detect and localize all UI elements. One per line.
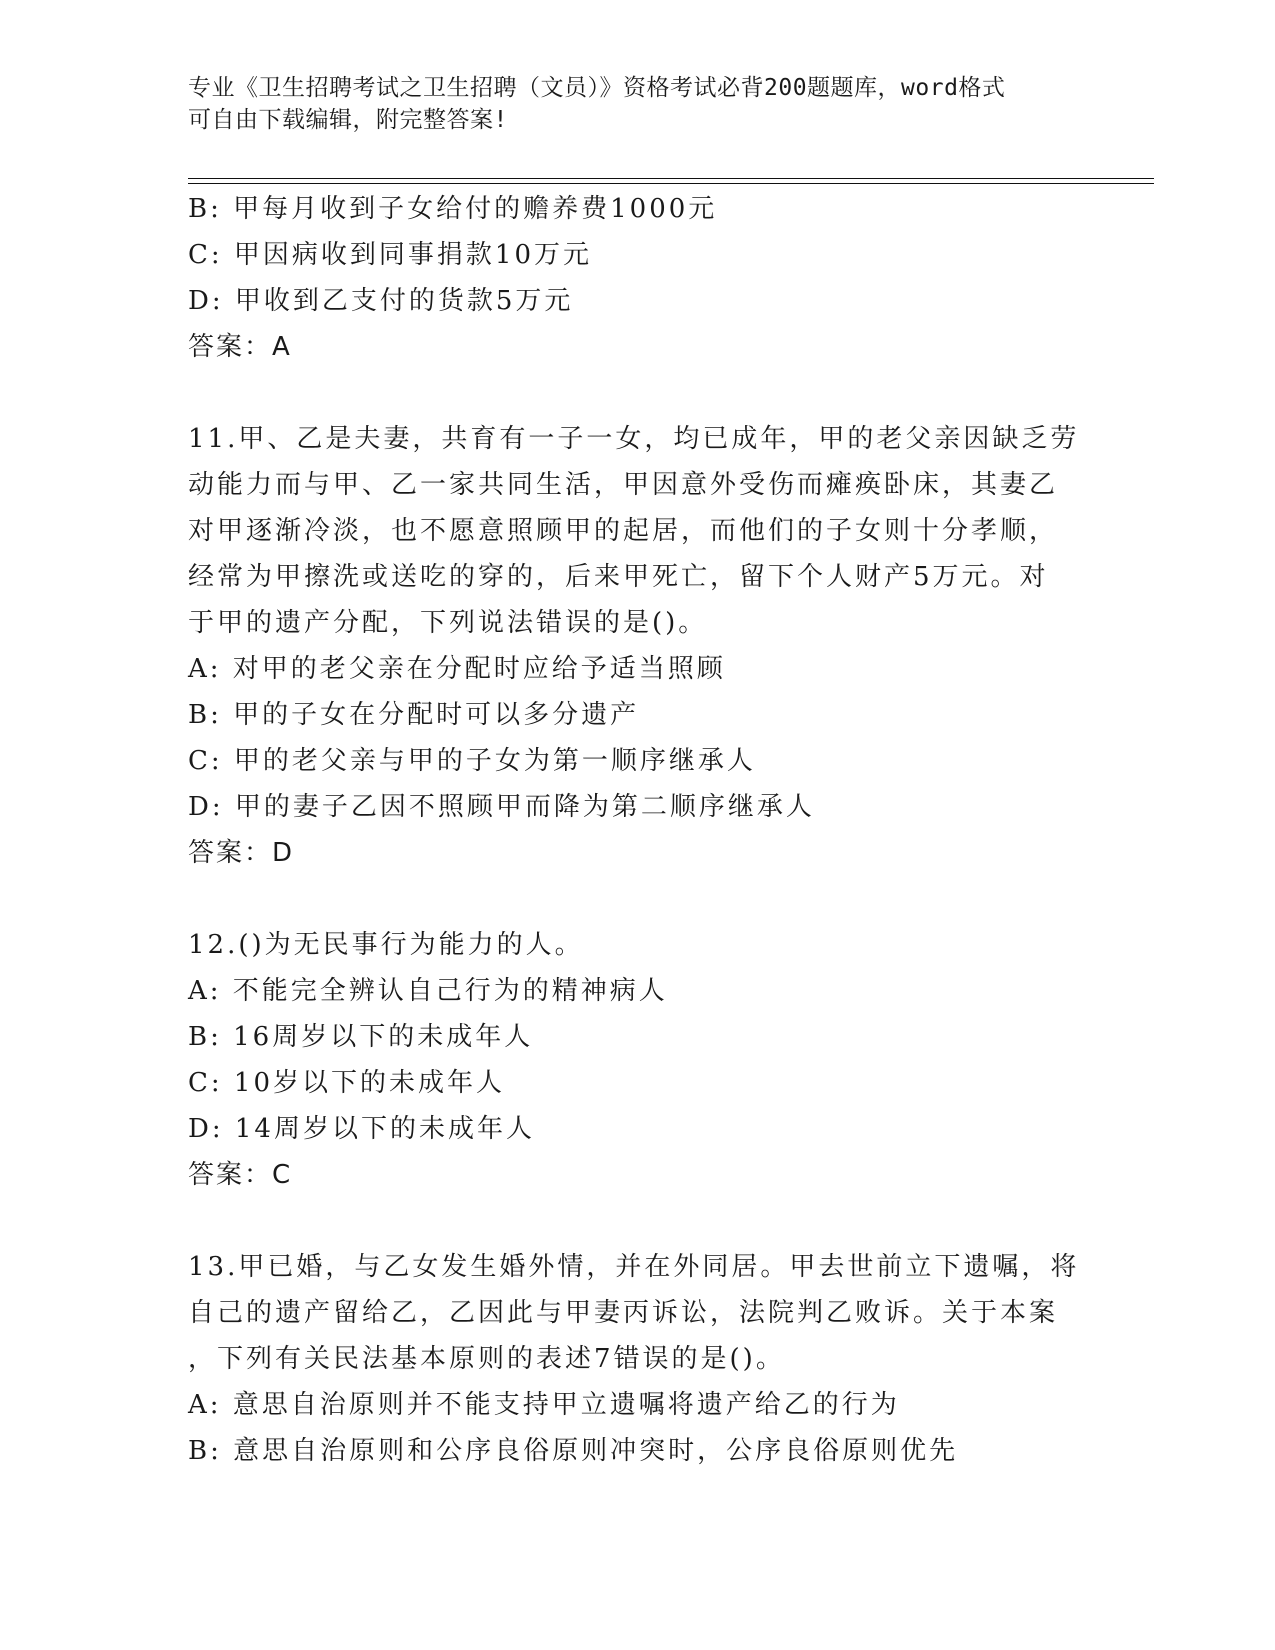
question-11 — [188, 416, 1078, 876]
spacer — [188, 370, 1078, 416]
option-b: B: 16周岁以下的未成年人 — [188, 1022, 534, 1052]
answer-line: 答案：C — [188, 1160, 293, 1190]
question-stem-line: 自己的遗产留给乙，乙因此与甲妻丙诉讼，法院判乙败诉。关于本案 — [188, 1298, 1059, 1328]
option-d: D: 甲收到乙支付的货款5万元 — [188, 286, 574, 316]
option-d: D: 14周岁以下的未成年人 — [188, 1114, 535, 1144]
question-13 — [188, 1244, 1078, 1474]
question-12 — [188, 922, 1078, 1198]
option-a: A: 不能完全辨认自己行为的精神病人 — [188, 976, 668, 1006]
question-stem-line: 11.甲、乙是夫妻，共育有一子一女，均已成年，甲的老父亲因缺乏劳 — [188, 424, 1080, 454]
option-c: C: 甲的老父亲与甲的子女为第一顺序继承人 — [188, 746, 756, 776]
question-stem-line: 12.()为无民事行为能力的人。 — [188, 930, 584, 960]
question-stem-line: 经常为甲擦洗或送吃的穿的，后来甲死亡，留下个人财产5万元。对 — [188, 562, 1049, 592]
header-double-rule — [188, 178, 1154, 184]
option-a: A: 意思自治原则并不能支持甲立遗嘱将遗产给乙的行为 — [188, 1390, 900, 1420]
question-list — [188, 186, 1078, 1474]
spacer — [188, 876, 1078, 922]
question-stem-line: 对甲逐渐冷淡，也不愿意照顾甲的起居，而他们的子女则十分孝顺， — [188, 516, 1059, 546]
spacer — [188, 1198, 1078, 1244]
document-header — [188, 72, 1068, 136]
question-stem-line: 13.甲已婚，与乙女发生婚外情，并在外同居。甲去世前立下遗嘱，将 — [188, 1252, 1080, 1282]
header-title-line-2: 可自由下载编辑，附完整答案! — [188, 107, 508, 133]
question-stem-line: 动能力而与甲、乙一家共同生活，甲因意外受伤而瘫痪卧床，其妻乙 — [188, 470, 1059, 500]
option-c: C: 甲因病收到同事捐款10万元 — [188, 240, 593, 270]
option-c: C: 10岁以下的未成年人 — [188, 1068, 506, 1098]
answer-line: 答案：A — [188, 332, 292, 362]
answer-line: 答案：D — [188, 838, 295, 868]
option-d: D: 甲的妻子乙因不照顾甲而降为第二顺序继承人 — [188, 792, 815, 822]
option-b: B: 意思自治原则和公序良俗原则冲突时，公序良俗原则优先 — [188, 1436, 959, 1466]
option-b: B: 甲的子女在分配时可以多分遗产 — [188, 700, 640, 730]
question-stem-line: 于甲的遗产分配，下列说法错误的是()。 — [188, 608, 708, 638]
question-stem-line: ，下列有关民法基本原则的表述7错误的是()。 — [188, 1344, 785, 1374]
option-a: A: 对甲的老父亲在分配时应给予适当照顾 — [188, 654, 726, 684]
header-title-line-1: 专业《卫生招聘考试之卫生招聘（文员）》资格考试必背200题题库，word格式 — [188, 75, 1006, 101]
option-b: B: 甲每月收到子女给付的赡养费1000元 — [188, 194, 718, 224]
question-10-tail — [188, 186, 1078, 370]
